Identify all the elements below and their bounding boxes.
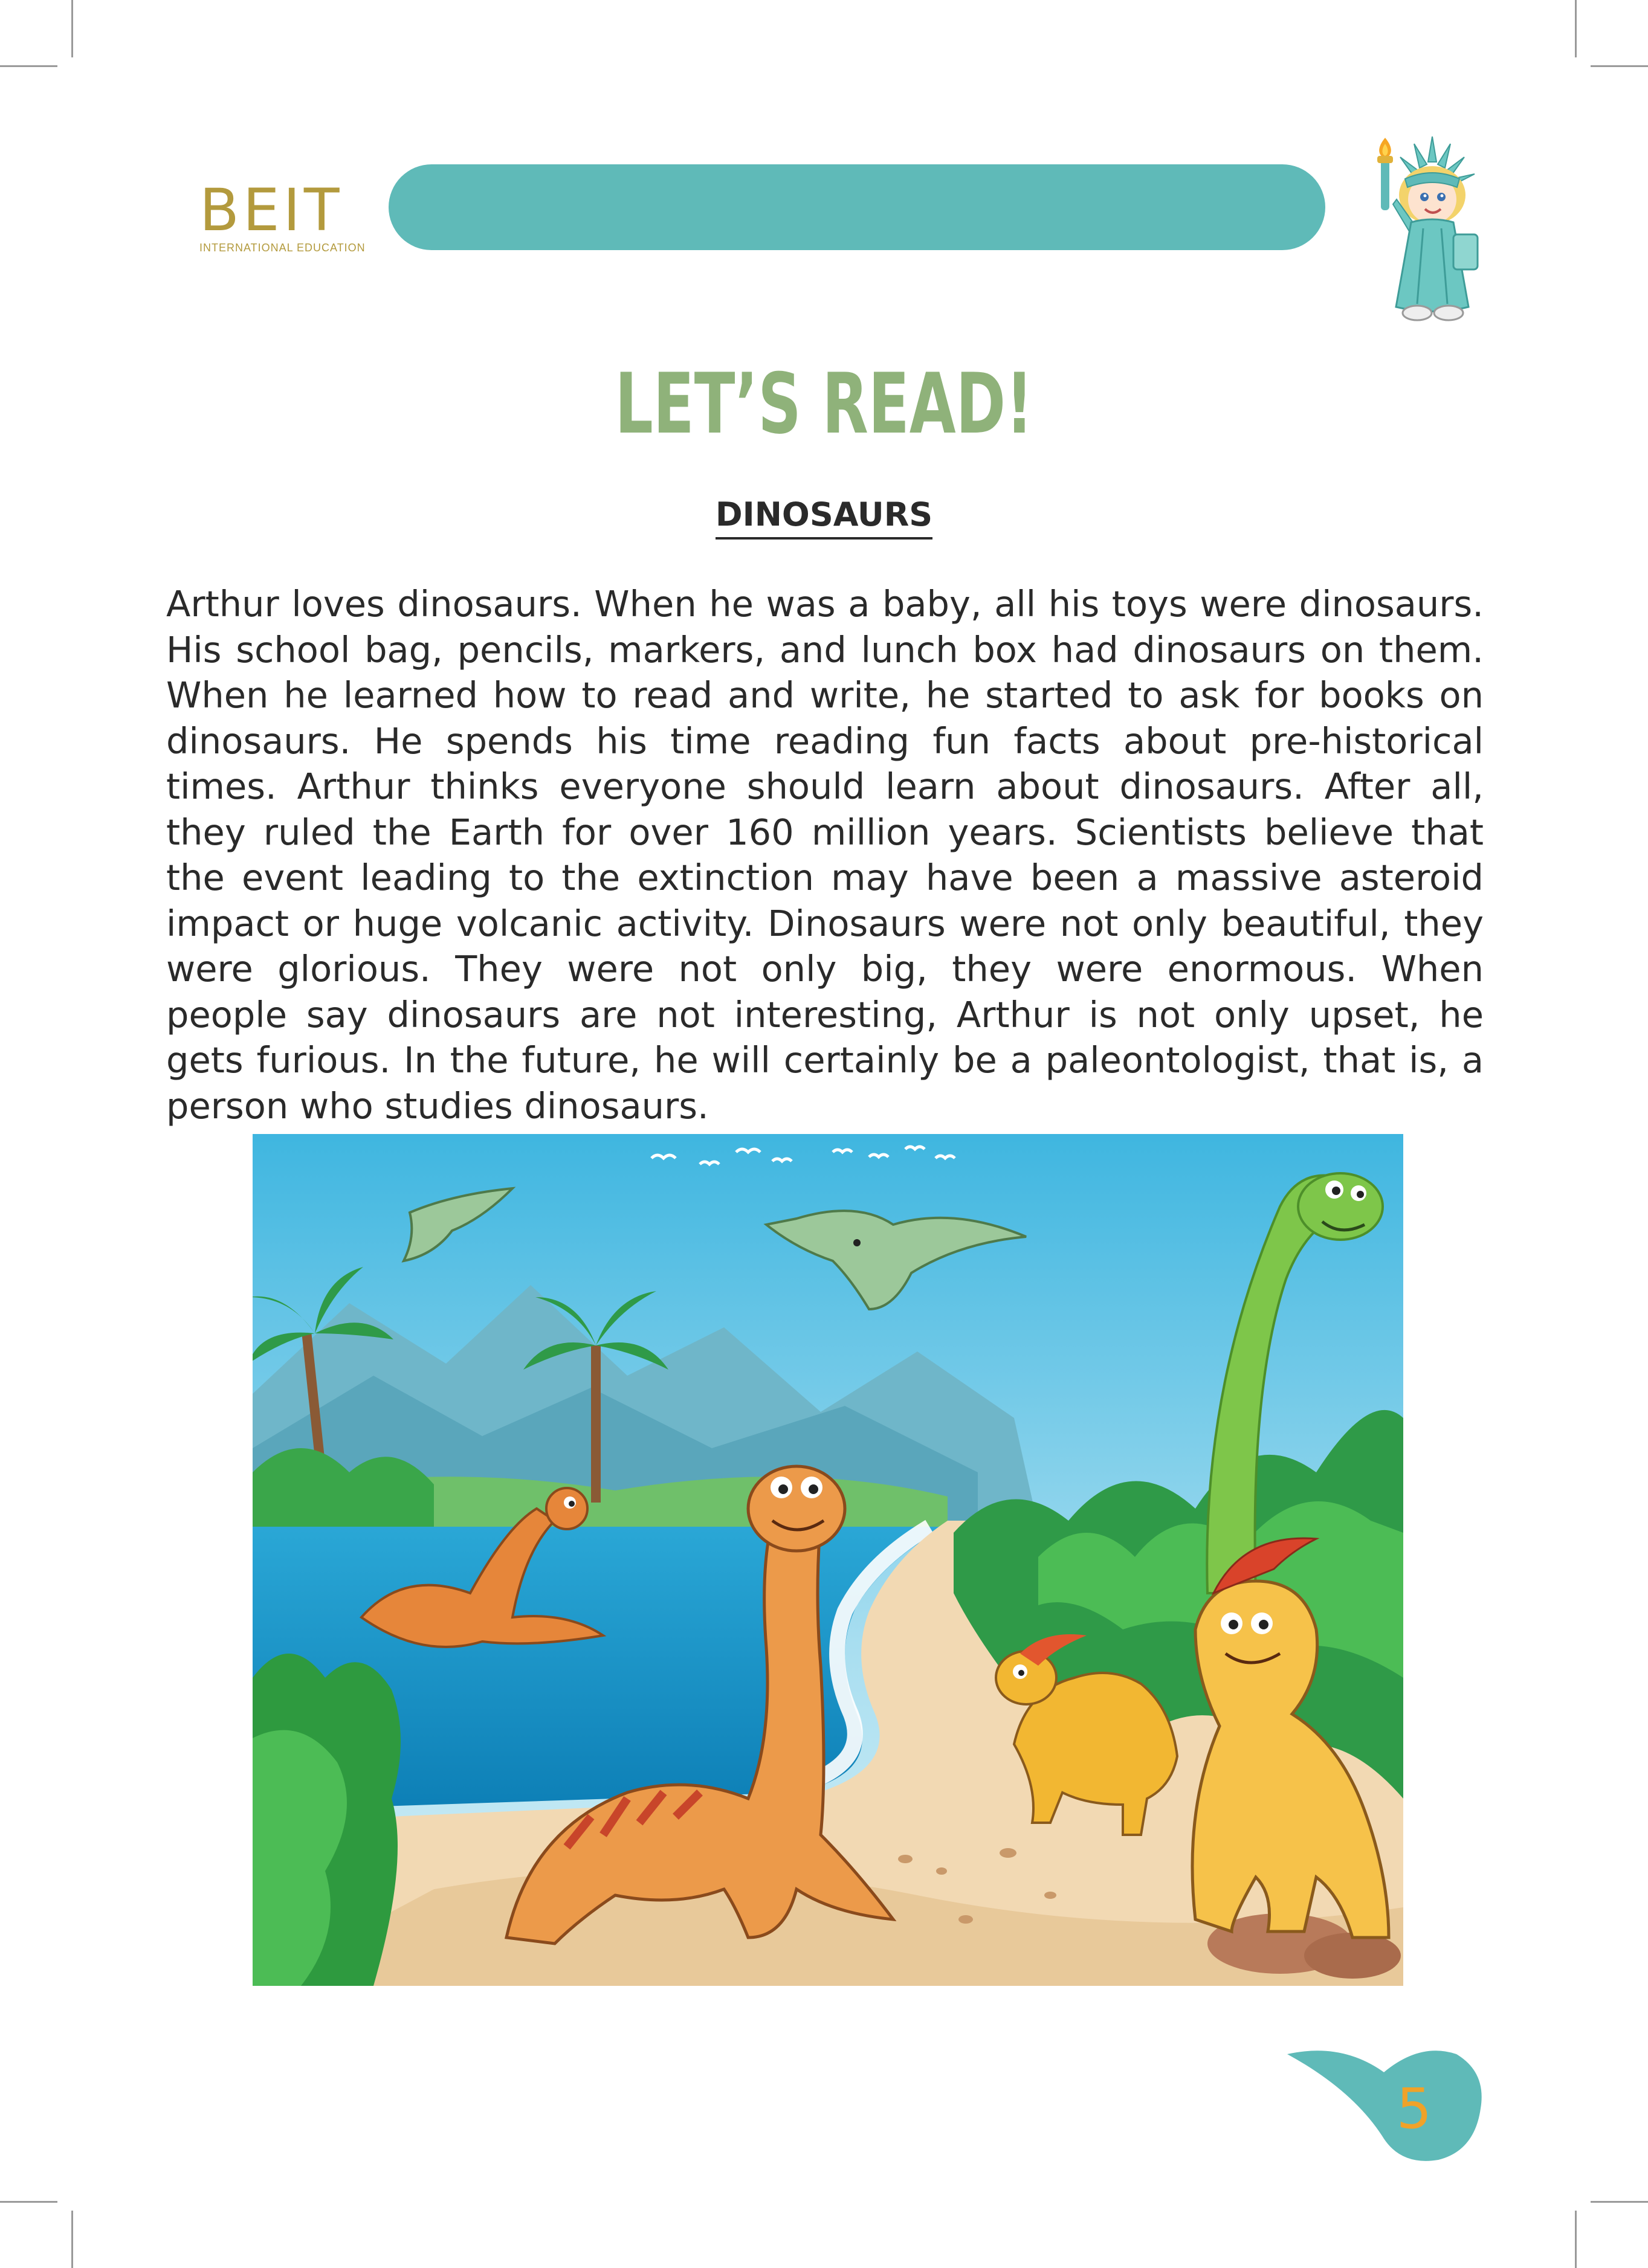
logo-tagline: INTERNATIONAL EDUCATION [199,242,366,254]
reading-passage: Arthur loves dinosaurs. When he was a baby, all his toys were dinosaurs. His school bag, pencils, markers, and lunch box had dinosaurs on them. When he learned how to read and write, he started to ask for books on dinosaurs. He spends his time reading fun facts about pre-historical times. Arthur thinks everyone should learn about dinosaurs. After all, they ruled the Earth for over 160 million years. Scientists believe that the event leading to the extinction may have been a massive asteroid impact or huge volcanic activity. Dinosaurs were not only beautiful, they were glorious. They were not only big, they were enormous. When people say dinosaurs are not interesting, Arthur is not only upset, he gets furious. In the future, he will certainly be a paleontologist, that is, a person who studies dinosaurs. [166,583,1484,1127]
passage-title [0,495,1648,533]
crop-mark [1575,2211,1577,2268]
crop-mark [0,2201,57,2203]
statue-of-liberty-girl-icon [1357,132,1508,331]
crop-mark [1591,2201,1648,2203]
page-number-drop-icon [1287,2036,1487,2169]
crop-mark [71,0,73,57]
page-title: LET’S READ! [615,355,1033,453]
crop-mark [0,65,57,67]
dinosaur-beach-illustration [253,1134,1403,1986]
header-banner [389,164,1325,250]
crop-mark [1591,65,1648,67]
crop-mark [1575,0,1577,57]
page-number: 5 [1396,2076,1432,2141]
passage-title-text: DINOSAURS [716,495,932,540]
logo-name: BEIT [199,176,343,244]
crop-mark [71,2211,73,2268]
beit-logo [199,176,381,254]
